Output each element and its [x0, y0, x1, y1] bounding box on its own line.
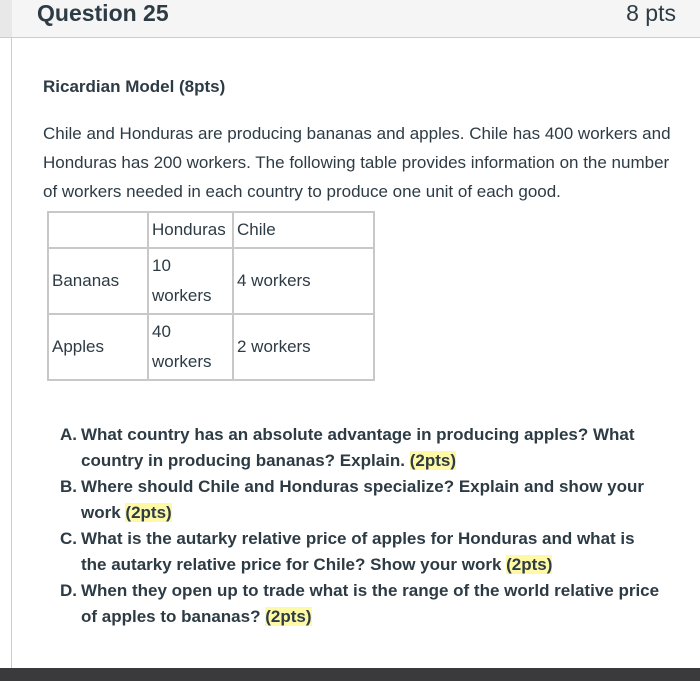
cell-unit: workers [152, 286, 212, 305]
question-subtitle: Ricardian Model (8pts) [43, 77, 226, 96]
workers-table [47, 211, 375, 381]
question-title: Question 25 [37, 0, 169, 26]
question-letter: D. [60, 581, 77, 600]
table-cell [148, 248, 233, 314]
question-letter: A. [60, 425, 77, 444]
question-text: What is the autarky relative price of apples for Honduras and what is the autarky relative price for Chile? Show your work [81, 529, 635, 574]
question-points: 8 pts [626, 0, 676, 26]
table-header-cell [48, 212, 148, 248]
question-header [0, 0, 700, 38]
question-points-badge: (2pts) [409, 451, 456, 470]
question-list [60, 422, 660, 630]
question-item [60, 526, 660, 578]
question-intro: Chile and Honduras are producing bananas and apples. Chile has 400 workers and Honduras has 200 workers. The following table provides information on the number of workers needed in each country to produce one unit of each good. [43, 124, 671, 201]
question-points-badge: (2pts) [506, 555, 553, 574]
question-points-badge: (2pts) [125, 503, 172, 522]
table-header-cell: Honduras [148, 212, 233, 248]
cell-unit: workers [152, 352, 212, 371]
question-letter: C. [60, 529, 77, 548]
cell-value: 40 [152, 322, 171, 341]
table-header-row [48, 212, 374, 248]
question-item [60, 422, 660, 474]
question-points-badge: (2pts) [265, 607, 312, 626]
table-cell [148, 314, 233, 380]
row-label: Apples [48, 314, 148, 380]
question-text: When they open up to trade what is the range of the world relative price of apples to bananas? [81, 581, 660, 626]
row-label: Bananas [48, 248, 148, 314]
question-letter: B. [60, 477, 77, 496]
table-row [48, 314, 374, 380]
question-text: What country has an absolute advantage in producing apples? What country in producing bananas? Explain. [81, 425, 635, 470]
table-cell: 2 workers [233, 314, 374, 380]
table-header-cell: Chile [233, 212, 374, 248]
question-text: Where should Chile and Honduras specialize? Explain and show your work [81, 477, 644, 522]
bottom-bar [0, 668, 700, 681]
table-cell: 4 workers [233, 248, 374, 314]
question-item [60, 474, 660, 526]
cell-value: 10 [152, 256, 171, 275]
table-row [48, 248, 374, 314]
collapse-tab[interactable] [0, 0, 12, 37]
question-item [60, 578, 660, 630]
